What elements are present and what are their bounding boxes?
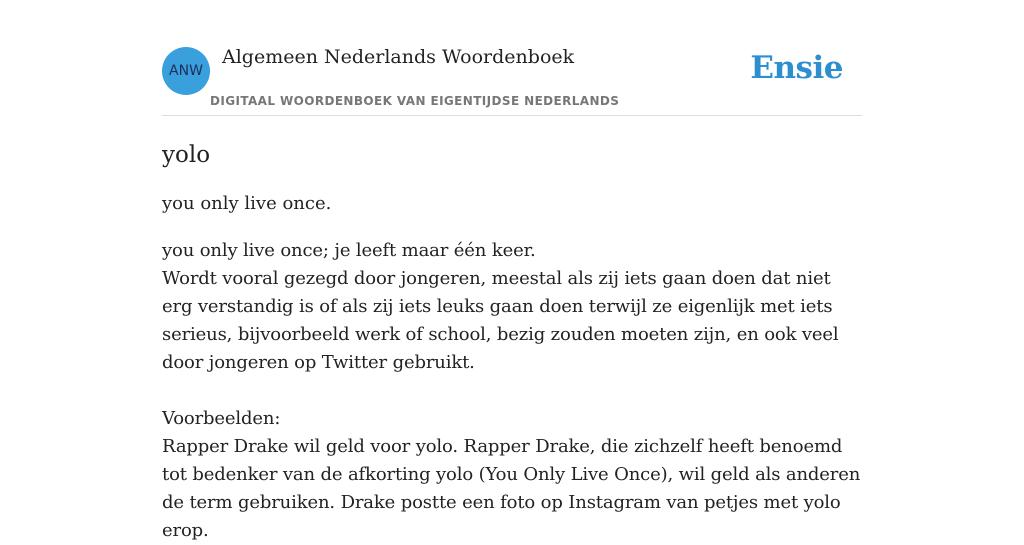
description-line: you only live once; je leeft maar één keer.	[162, 240, 536, 261]
description-line: Wordt vooral gezegd door jongeren, meestal als zij iets gaan doen dat niet erg verstandig is of als zij iets leuks gaan doen terwijl ze eigenlijk met iets serieus, bijvoorbeeld werk of school, bezig zouden moeten zijn, en ook veel door jongeren op Twitter gebruikt.	[162, 268, 839, 373]
anw-logo-text: ANW	[169, 63, 203, 79]
site-header	[162, 0, 862, 116]
examples-label: Voorbeelden:	[162, 408, 281, 429]
site-subtitle: DIGITAAL WOORDENBOEK VAN EIGENTIJDSE NEDERLANDS	[210, 94, 620, 108]
dictionary-entry	[162, 116, 862, 545]
ensie-logo[interactable]: Ensie	[750, 50, 843, 86]
example-text: Rapper Drake wil geld voor yolo. Rapper Drake, die zichzelf heeft benoemd tot bedenker van de afkorting yolo (You Only Live Once), wil geld als anderen de term gebruiken. Drake postte een foto op Instagram van petjes met yolo erop.	[162, 436, 861, 541]
entry-definition: you only live once.	[162, 193, 332, 214]
site-title[interactable]: Algemeen Nederlands Woordenboek	[222, 46, 575, 68]
anw-logo[interactable]	[162, 47, 210, 95]
entry-description	[162, 237, 862, 545]
page	[162, 0, 862, 541]
entry-headword: yolo	[162, 142, 211, 168]
paragraph-spacer	[162, 377, 862, 405]
